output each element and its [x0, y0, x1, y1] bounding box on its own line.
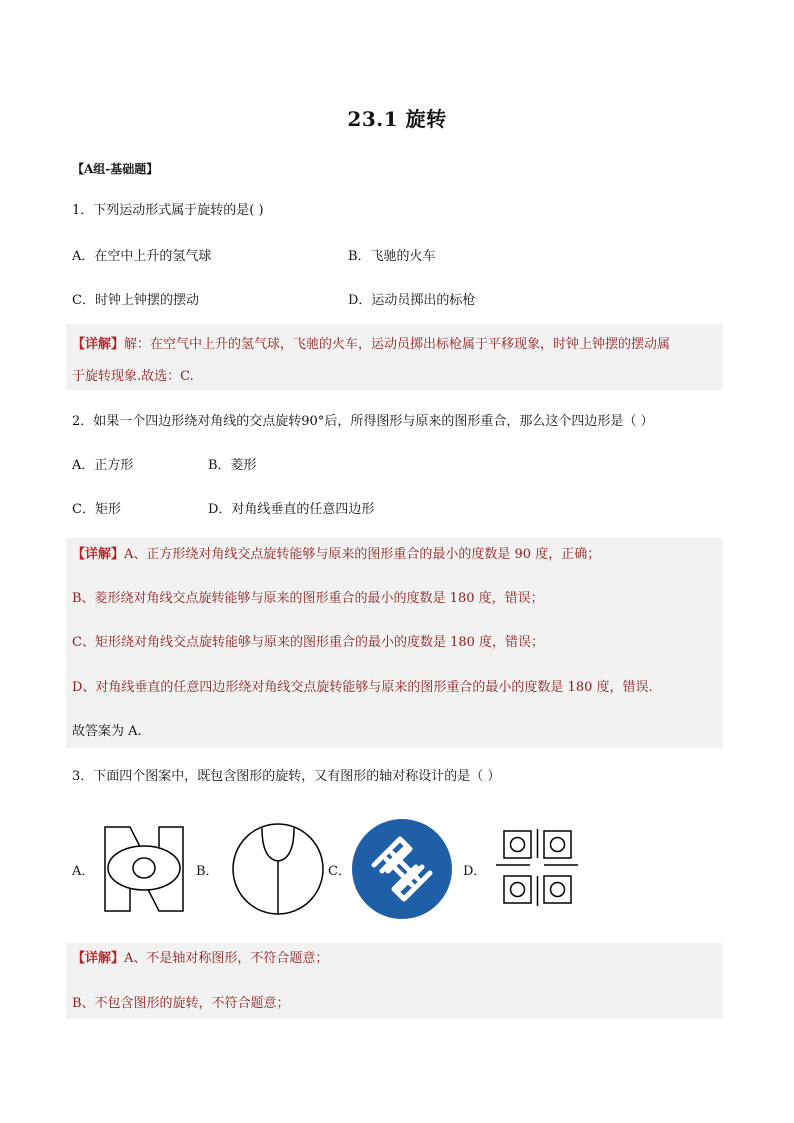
q1-detail-line-2: 于旋转现象.故选：C.	[72, 369, 194, 384]
q2-option-a: A．正方形	[72, 458, 134, 473]
q1-detail-line-1	[72, 336, 670, 354]
detail-tag: 【详解】	[72, 951, 125, 966]
q2-option-d: D．对角线垂直的任意四边形	[208, 502, 375, 517]
detail-text: 解：在空气中上升的氢气球，飞驰的火车，运动员掷出标枪属于平移现象，时钟上钟摆的摆动属	[124, 337, 671, 352]
figure-d-four-squares-icon	[496, 828, 578, 908]
figure-label-d: D．	[463, 864, 487, 879]
section-heading: 【A组-基础题】	[72, 162, 159, 176]
q2-option-b: B．菱形	[208, 458, 257, 473]
detail-text: A、不是轴对称图形，不符合题意；	[124, 951, 329, 966]
q2-detail-line-2: B、菱形绕对角线交点旋转能够与原来的图形重合的最小的度数是 180 度，错误；	[72, 591, 544, 606]
figure-label-a: A．	[72, 864, 95, 879]
q2-detail-line-4: D、对角线垂直的任意四边形绕对角线交点旋转能够与原来的图形重合的最小的度数是 180 度，错误.	[72, 680, 653, 695]
q3-detail-line-1	[72, 950, 328, 968]
detail-tag: 【详解】	[72, 547, 125, 562]
q1-option-a: A．在空中上升的氢气球	[72, 249, 212, 264]
detail-text: A、正方形绕对角线交点旋转能够与原来的图形重合的最小的度数是 90 度，正确；	[124, 547, 601, 562]
q1-option-c: C．时钟上钟摆的摆动	[72, 293, 199, 308]
question-2-stem: 2．如果一个四边形绕对角线的交点旋转90°后，所得图形与原来的图形重合，那么这个四边形是（ ）	[72, 414, 654, 429]
q1-option-b: B．飞驰的火车	[348, 249, 436, 264]
page-title: 23.1 旋转	[347, 107, 447, 131]
q2-detail-line-1	[72, 546, 600, 564]
q2-option-c: C．矩形	[72, 502, 121, 517]
figure-b-circle-y-icon	[232, 823, 324, 915]
q2-answer: 故答案为 A.	[72, 724, 142, 739]
figure-label-b: B．	[196, 864, 219, 879]
q3-detail-line-2: B、不包含图形的旋转，不符合题意；	[72, 996, 290, 1011]
q2-detail-line-3: C、矩形绕对角线交点旋转能够与原来的图形重合的最小的度数是 180 度，错误；	[72, 635, 545, 650]
figure-label-c: C．	[328, 864, 351, 879]
figure-c-blue-logo-icon	[352, 819, 452, 919]
detail-tag: 【详解】	[72, 337, 125, 352]
question-3-stem: 3．下面四个图案中，既包含图形的旋转，又有图形的轴对称设计的是（ ）	[72, 769, 501, 784]
figure-a-n-ellipse-icon	[104, 826, 184, 912]
q1-option-d: D．运动员掷出的标枪	[348, 293, 476, 308]
question-1-stem: 1．下列运动形式属于旋转的是( )	[72, 203, 264, 218]
